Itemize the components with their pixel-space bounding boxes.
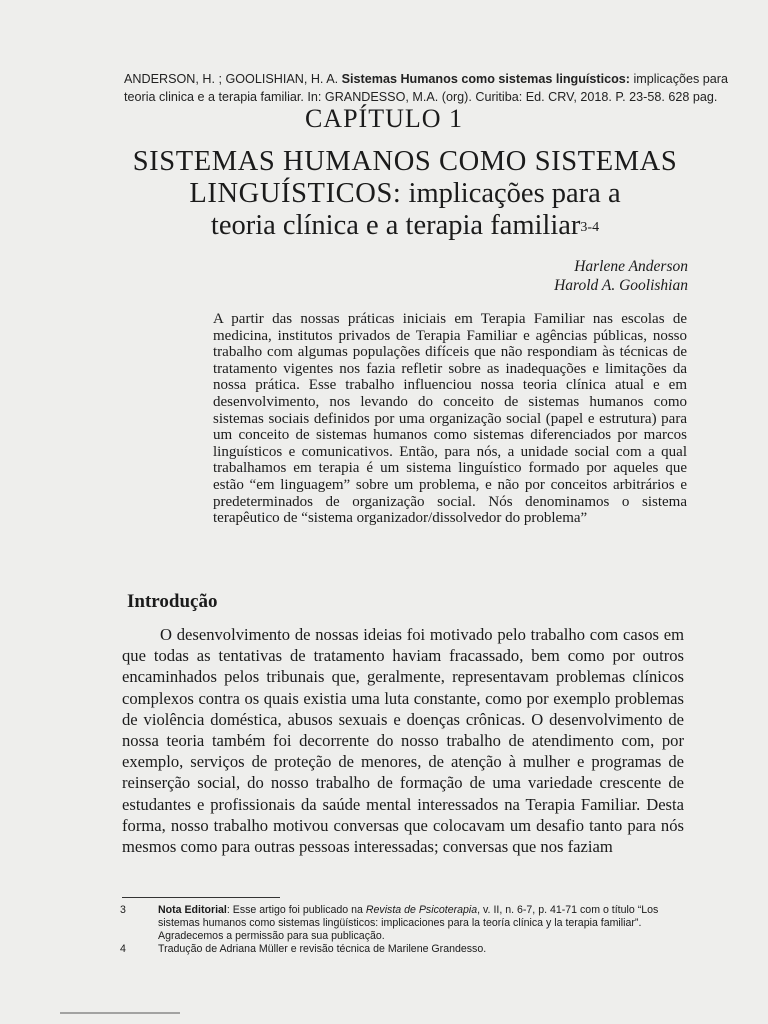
- footnote-text: [158, 904, 688, 942]
- title-line-3: [110, 210, 700, 242]
- footnotes: [120, 904, 688, 957]
- author-name: Harlene Anderson: [574, 258, 688, 275]
- footnote-journal: Revista de Psicoterapia: [365, 904, 478, 916]
- bibliographic-citation: [124, 70, 744, 106]
- citation-details: implicações para teoria clinica e a terapia familiar. In: GRANDESSO, M.A. (org). Curitiba: Ed. CRV, 2018. P. 23-58. 628 pag.: [124, 72, 728, 104]
- footnote-text-b: , v. II, n. 6-7, p. 41-71 com o título “Los sistemas humanos como sistemas lingüísticos: implicaciones para la teoría clínica y la terapia familiar”. Agradecemos a permissão para sua publicação.: [158, 904, 659, 942]
- footnote-divider: [122, 897, 280, 898]
- author-list: [554, 257, 688, 295]
- title-line-1: SISTEMAS HUMANOS COMO SISTEMAS: [132, 146, 678, 177]
- title-line-2: [110, 178, 700, 210]
- citation-authors: ANDERSON, H. ; GOOLISHIAN, H. A.: [124, 72, 339, 86]
- title-footnote-ref: 3-4: [580, 220, 600, 235]
- chapter-label: CAPÍTULO 1: [304, 104, 464, 133]
- footnote-number: 4: [120, 943, 126, 956]
- footnote-text: Tradução de Adriana Müller e revisão técnica de Marilene Grandesso.: [158, 943, 487, 956]
- chapter-title: [110, 146, 700, 242]
- abstract: [213, 311, 687, 527]
- footnote-text-a: : Esse artigo foi publicado na: [226, 904, 366, 916]
- body-text: [122, 624, 684, 857]
- footnote-4: [120, 943, 688, 956]
- title-line-2-caps: LINGUÍSTICOS:: [189, 178, 402, 209]
- footnote-number: 3: [120, 904, 126, 916]
- section-heading: Introdução: [127, 591, 218, 612]
- abstract-text: A partir das nossas práticas iniciais em Terapia Familiar nas escolas de medicina, institutos privados de Terapia Familiar e agências públicas, nosso trabalho com algumas populações difíceis que não respondiam às técnicas de tratamento vigentes nos fazia refletir sobre as inadequações e limitações da nossa prática. Esse trabalho influenciou nossa teoria clínica atual e em desenvolvimento, nos levando do conceito de sistemas humanos como sistemas sociais definidos por uma organização social (papel e estrutura) para um conceito de sistemas humanos como sistemas diferenciados por marcos linguísticos e comunicativos. Então, para nós, a unidade social com a qual trabalhamos em terapia é um sistema linguístico formado por aqueles que estão “em linguagem” sobre um problema, e não por conceitos arbitrários e predeterminados de organização social. Nós denominamos o sistema terapêutico de “sistema organizador/dissolvedor do problema”: [213, 311, 687, 527]
- citation-title: Sistemas Humanos como sistemas linguísticos:: [341, 72, 630, 86]
- footnote-lead: Nota Editorial: [158, 904, 227, 916]
- body-paragraph: O desenvolvimento de nossas ideias foi motivado pelo trabalho com casos em que todas as tentativas de tratamento haviam fracassado, bem como por outros encaminhados pelos tribunais que, geralmente, representavam problemas clínicos complexos contra os quais existia uma luta constante, como por exemplo problemas de violência doméstica, abusos sexuais e doenças crônicas. O desenvolvimento de nossa teoria também foi decorrente do nosso trabalho de atendimento com, por exemplo, serviços de proteção de menores, de atenção à mulher e programas de reinserção social, do nosso trabalho de formação de uma variedade crescente de estudantes e profissionais da saúde mental interessados na Terapia Familiar. Desta forma, nosso trabalho motivou conversas que colocavam um desafio tanto para nós mesmos como para outras pessoas interessadas; conversas que nos faziam: [122, 625, 684, 857]
- scan-mark: [60, 1012, 180, 1014]
- title-line-3-text: teoria clínica e a terapia familiar: [210, 210, 581, 241]
- author-name: Harold A. Goolishian: [554, 277, 688, 294]
- footnote-3: [120, 904, 688, 942]
- title-line-2-rest: implicações para a: [408, 178, 621, 209]
